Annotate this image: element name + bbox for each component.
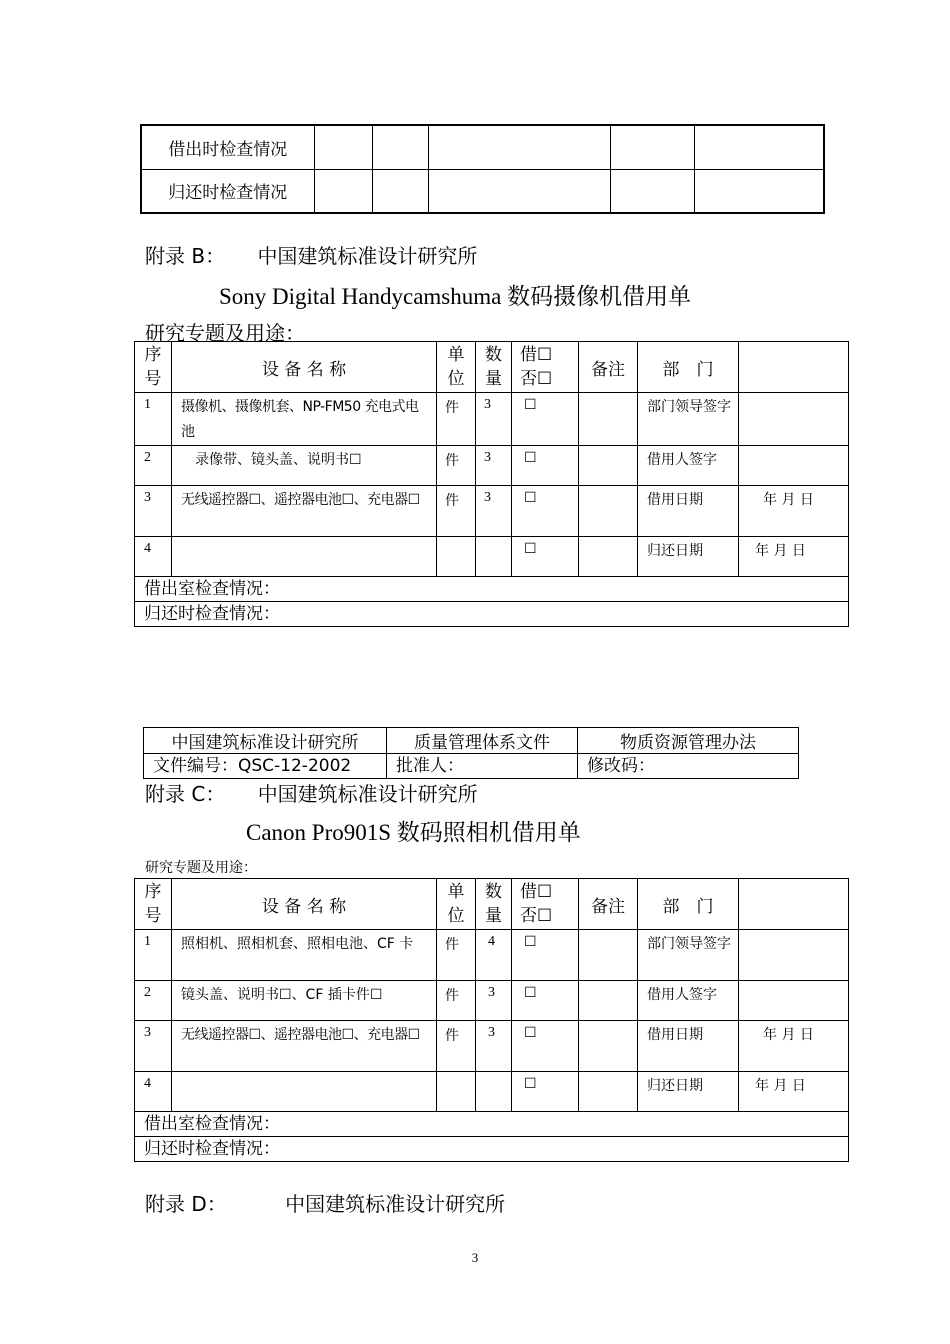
note-cell[interactable] bbox=[579, 393, 638, 446]
row-name[interactable] bbox=[172, 1072, 437, 1112]
row-unit: 件 bbox=[437, 1021, 476, 1072]
row-seq: 1 bbox=[135, 930, 172, 981]
row-seq: 3 bbox=[135, 486, 172, 537]
row-seq: 1 bbox=[135, 393, 172, 446]
row-seq: 2 bbox=[135, 446, 172, 486]
note-cell[interactable] bbox=[579, 930, 638, 981]
borrow-checkbox[interactable]: ☐ bbox=[512, 930, 579, 981]
row-unit: 件 bbox=[437, 930, 476, 981]
row-seq: 4 bbox=[135, 537, 172, 577]
borrow-checkbox[interactable]: ☐ bbox=[512, 486, 579, 537]
row-unit: 件 bbox=[437, 981, 476, 1021]
borrow-checkbox[interactable]: ☐ bbox=[512, 1021, 579, 1072]
header-dept: 部 门 bbox=[638, 879, 739, 930]
blank-cell[interactable] bbox=[694, 125, 824, 169]
doc-revision: 修改码： bbox=[578, 754, 799, 779]
return-inspection-field[interactable]: 归还时检查情况： bbox=[135, 1137, 849, 1162]
return-inspection-label: 归还时检查情况 bbox=[141, 169, 314, 213]
row-seq: 3 bbox=[135, 1021, 172, 1072]
row-unit[interactable] bbox=[437, 537, 476, 577]
appendix-d-org: 中国建筑标准设计研究所 bbox=[285, 1192, 506, 1216]
note-cell[interactable] bbox=[579, 1072, 638, 1112]
row-name: 无线遥控器☐、遥控器电池☐、充电器☐ bbox=[172, 1021, 437, 1072]
doc-org: 中国建筑标准设计研究所 bbox=[144, 728, 387, 754]
row-qty: 3 bbox=[476, 981, 512, 1021]
row-seq: 2 bbox=[135, 981, 172, 1021]
blank-cell[interactable] bbox=[610, 169, 694, 213]
row-label: 借用人签字 bbox=[638, 446, 739, 486]
row-unit: 件 bbox=[437, 486, 476, 537]
doc-number: 文件编号：QSC-12-2002 bbox=[144, 754, 387, 779]
header-unit: 单 位 bbox=[437, 342, 476, 393]
doc-approver: 批准人： bbox=[387, 754, 578, 779]
header-qty: 数 量 bbox=[476, 342, 512, 393]
appendix-b-purpose: 研究专题及用途： bbox=[145, 321, 305, 345]
note-cell[interactable] bbox=[579, 1021, 638, 1072]
header-seq: 序 号 bbox=[135, 879, 172, 930]
note-cell[interactable] bbox=[579, 486, 638, 537]
row-label: 部门领导签字 bbox=[638, 930, 739, 981]
header-borrow: 借☐ 否☐ bbox=[512, 879, 579, 930]
header-note: 备注 bbox=[579, 342, 638, 393]
appendix-d-label: 附录 D： bbox=[145, 1192, 227, 1216]
appendix-b-label: 附录 B： bbox=[145, 244, 226, 268]
row-qty: 3 bbox=[476, 486, 512, 537]
borrow-checkbox[interactable]: ☐ bbox=[512, 981, 579, 1021]
row-label: 归还日期 bbox=[638, 1072, 739, 1112]
borrow-checkbox[interactable]: ☐ bbox=[512, 393, 579, 446]
row-value[interactable] bbox=[739, 446, 849, 486]
row-value[interactable]: 年 月 日 bbox=[739, 486, 849, 537]
row-label: 借用人签字 bbox=[638, 981, 739, 1021]
doc-system: 质量管理体系文件 bbox=[387, 728, 578, 754]
appendix-b-title: Sony Digital Handycamshuma 数码摄像机借用单 bbox=[219, 284, 692, 309]
borrow-checkbox[interactable]: ☐ bbox=[512, 446, 579, 486]
appendix-c-org: 中国建筑标准设计研究所 bbox=[257, 782, 478, 806]
blank-cell[interactable] bbox=[314, 125, 372, 169]
return-inspection-field[interactable]: 归还时检查情况： bbox=[135, 602, 849, 627]
row-qty: 4 bbox=[476, 930, 512, 981]
row-value[interactable]: 年 月 日 bbox=[739, 1021, 849, 1072]
header-borrow: 借☐ 否☐ bbox=[512, 342, 579, 393]
top-check-table bbox=[140, 124, 825, 214]
row-name: 无线遥控器☐、遥控器电池☐、充电器☐ bbox=[172, 486, 437, 537]
row-qty: 3 bbox=[476, 1021, 512, 1072]
appendix-c-label: 附录 C： bbox=[145, 782, 226, 806]
appendix-c-title: Canon Pro901S 数码照相机借用单 bbox=[246, 820, 581, 845]
appendix-c-heading bbox=[145, 778, 478, 807]
blank-cell[interactable] bbox=[739, 879, 849, 930]
checkout-inspection-label: 借出时检查情况 bbox=[141, 125, 314, 169]
doc-header-table bbox=[143, 727, 799, 779]
row-name: 照相机、照相机套、照相电池、CF 卡 bbox=[172, 930, 437, 981]
appendix-c-purpose: 研究专题及用途： bbox=[145, 861, 257, 876]
row-unit[interactable] bbox=[437, 1072, 476, 1112]
row-label: 借用日期 bbox=[638, 1021, 739, 1072]
page-number: 3 bbox=[471, 1250, 479, 1265]
header-name: 设 备 名 称 bbox=[172, 342, 437, 393]
blank-cell[interactable] bbox=[694, 169, 824, 213]
row-qty[interactable] bbox=[476, 537, 512, 577]
borrow-checkbox[interactable]: ☐ bbox=[512, 1072, 579, 1112]
checkout-inspection-field[interactable]: 借出室检查情况： bbox=[135, 1112, 849, 1137]
blank-cell[interactable] bbox=[428, 125, 610, 169]
row-name[interactable] bbox=[172, 537, 437, 577]
blank-cell[interactable] bbox=[428, 169, 610, 213]
header-dept: 部 门 bbox=[638, 342, 739, 393]
blank-cell[interactable] bbox=[610, 125, 694, 169]
blank-cell[interactable] bbox=[372, 169, 428, 213]
header-qty: 数 量 bbox=[476, 879, 512, 930]
row-value[interactable] bbox=[739, 930, 849, 981]
row-label: 部门领导签字 bbox=[638, 393, 739, 446]
row-qty: 3 bbox=[476, 393, 512, 446]
header-unit: 单 位 bbox=[437, 879, 476, 930]
row-name: 摄像机、摄像机套、NP-FM50 充电式电池 bbox=[172, 393, 437, 446]
row-qty: 3 bbox=[476, 446, 512, 486]
appendix-b-heading bbox=[145, 240, 477, 269]
blank-cell[interactable] bbox=[314, 169, 372, 213]
row-name: 镜头盖、说明书☐、CF 插卡件☐ bbox=[172, 981, 437, 1021]
appendix-b-table bbox=[134, 341, 849, 627]
row-label: 借用日期 bbox=[638, 486, 739, 537]
row-value[interactable] bbox=[739, 981, 849, 1021]
appendix-b-org: 中国建筑标准设计研究所 bbox=[257, 244, 478, 268]
row-qty[interactable] bbox=[476, 1072, 512, 1112]
borrow-checkbox[interactable]: ☐ bbox=[512, 537, 579, 577]
doc-policy: 物质资源管理办法 bbox=[578, 728, 799, 754]
header-name: 设 备 名 称 bbox=[172, 879, 437, 930]
note-cell[interactable] bbox=[579, 446, 638, 486]
note-cell[interactable] bbox=[579, 981, 638, 1021]
row-unit: 件 bbox=[437, 393, 476, 446]
row-name: 录像带、镜头盖、说明书☐ bbox=[172, 446, 437, 486]
header-note: 备注 bbox=[579, 879, 638, 930]
row-label: 归还日期 bbox=[638, 537, 739, 577]
header-seq: 序 号 bbox=[135, 342, 172, 393]
appendix-c-table bbox=[134, 878, 849, 1162]
blank-cell[interactable] bbox=[739, 342, 849, 393]
row-seq: 4 bbox=[135, 1072, 172, 1112]
row-value[interactable] bbox=[739, 393, 849, 446]
row-value[interactable]: 年 月 日 bbox=[739, 537, 849, 577]
row-value[interactable]: 年 月 日 bbox=[739, 1072, 849, 1112]
note-cell[interactable] bbox=[579, 537, 638, 577]
blank-cell[interactable] bbox=[372, 125, 428, 169]
row-unit: 件 bbox=[437, 446, 476, 486]
appendix-d-heading bbox=[145, 1188, 505, 1217]
checkout-inspection-field[interactable]: 借出室检查情况： bbox=[135, 577, 849, 602]
